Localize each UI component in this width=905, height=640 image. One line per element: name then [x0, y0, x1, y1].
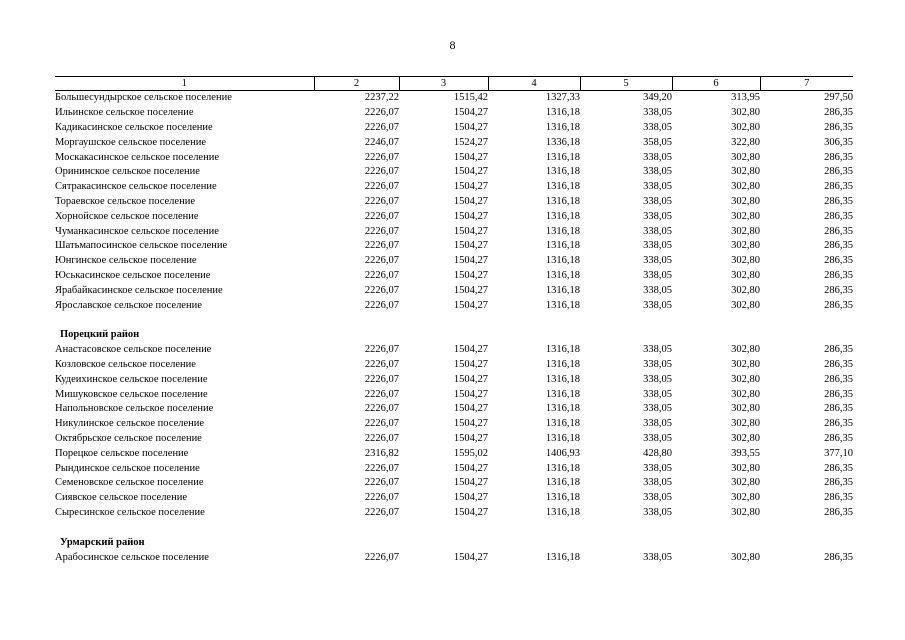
- value-cell-col-3: 1504,27: [453, 492, 488, 504]
- value-cell-col-6: 302,80: [731, 195, 760, 207]
- value-cell-col-4: 1316,18: [545, 344, 580, 356]
- value-cell-col-7: 306,35: [824, 136, 853, 148]
- settlement-name: Козловское сельское поселение: [55, 358, 196, 370]
- value-cell-col-5: 338,05: [643, 492, 672, 504]
- settlement-name: Сиявское сельское поселение: [55, 492, 187, 504]
- table-row: [55, 165, 853, 180]
- value-cell-col-5: 338,05: [643, 269, 672, 281]
- value-cell-col-4: 1316,18: [545, 403, 580, 415]
- value-cell-col-2: 2316,82: [364, 447, 399, 459]
- value-cell-col-7: 377,10: [824, 447, 853, 459]
- table-row: [55, 106, 853, 121]
- value-cell-col-5: 338,05: [643, 551, 672, 563]
- value-cell-col-7: 286,35: [824, 181, 853, 193]
- value-cell-col-6: 302,80: [731, 418, 760, 430]
- value-cell-col-7: 286,35: [824, 403, 853, 415]
- table-row: [55, 387, 853, 402]
- value-cell-col-6: 302,80: [731, 107, 760, 119]
- table-row: [55, 506, 853, 521]
- value-cell-col-4: 1316,18: [545, 240, 580, 252]
- value-cell-col-3: 1504,27: [453, 299, 488, 311]
- table-row: [55, 372, 853, 387]
- table-row: [55, 461, 853, 476]
- value-cell-col-2: 2226,07: [364, 418, 399, 430]
- value-cell-col-3: 1504,27: [453, 344, 488, 356]
- settlement-name: Рындинское сельское поселение: [55, 462, 200, 474]
- settlement-name: Ярославское сельское поселение: [55, 299, 202, 311]
- value-cell-col-7: 286,35: [824, 358, 853, 370]
- value-cell-col-6: 302,80: [731, 284, 760, 296]
- value-cell-col-4: 1316,18: [545, 299, 580, 311]
- value-cell-col-2: 2226,07: [364, 240, 399, 252]
- value-cell-col-4: 1316,18: [545, 225, 580, 237]
- settlement-name: Сыресинское сельское поселение: [55, 506, 205, 518]
- value-cell-col-2: 2226,07: [364, 195, 399, 207]
- column-header-7: 7: [760, 77, 853, 91]
- table-row: [55, 91, 853, 106]
- settlement-name: Юнгинское сельское поселение: [55, 255, 197, 267]
- value-cell-col-6: 302,80: [731, 462, 760, 474]
- district-heading-row: [55, 328, 853, 343]
- value-cell-col-7: 286,35: [824, 344, 853, 356]
- settlement-name: Тораевское сельское поселение: [55, 195, 195, 207]
- settlement-name: Мишуковское сельское поселение: [55, 388, 208, 400]
- value-cell-col-5: 338,05: [643, 403, 672, 415]
- settlement-name: Орининское сельское поселение: [55, 166, 200, 178]
- value-cell-col-2: 2226,07: [364, 477, 399, 489]
- value-cell-col-2: 2226,07: [364, 403, 399, 415]
- value-cell-col-6: 393,55: [731, 447, 760, 459]
- value-cell-col-2: 2246,07: [364, 136, 399, 148]
- settlement-name: Арабосинское сельское поселение: [55, 551, 209, 563]
- value-cell-col-5: 338,05: [643, 166, 672, 178]
- value-cell-col-5: 338,05: [643, 181, 672, 193]
- table-header: [55, 77, 853, 91]
- value-cell-col-5: 338,05: [643, 107, 672, 119]
- value-cell-col-4: 1316,18: [545, 210, 580, 222]
- value-cell-col-3: 1504,27: [453, 255, 488, 267]
- value-cell-col-5: 338,05: [643, 432, 672, 444]
- value-cell-col-7: 286,35: [824, 269, 853, 281]
- value-cell-col-7: 286,35: [824, 551, 853, 563]
- value-cell-col-7: 286,35: [824, 432, 853, 444]
- table-row: [55, 283, 853, 298]
- table-row: [55, 417, 853, 432]
- value-cell-col-5: 428,80: [643, 447, 672, 459]
- value-cell-col-2: 2226,07: [364, 284, 399, 296]
- value-cell-col-2: 2226,07: [364, 388, 399, 400]
- value-cell-col-3: 1504,27: [453, 551, 488, 563]
- table-body: [55, 91, 853, 565]
- value-cell-col-6: 302,80: [731, 492, 760, 504]
- table-row: [55, 491, 853, 506]
- value-cell-col-6: 302,80: [731, 432, 760, 444]
- value-cell-col-6: 302,80: [731, 403, 760, 415]
- settlement-name: Кадикасинское сельское поселение: [55, 121, 213, 133]
- value-cell-col-2: 2226,07: [364, 121, 399, 133]
- value-cell-col-4: 1316,18: [545, 195, 580, 207]
- value-cell-col-5: 338,05: [643, 388, 672, 400]
- value-cell-col-4: 1316,18: [545, 373, 580, 385]
- value-cell-col-3: 1504,27: [453, 151, 488, 163]
- settlement-name: Ильинское сельское поселение: [55, 107, 194, 119]
- tariff-table: [55, 76, 853, 565]
- value-cell-col-6: 302,80: [731, 210, 760, 222]
- district-heading: Урмарский район: [60, 536, 145, 548]
- settlement-name: Кудеихинское сельское поселение: [55, 373, 208, 385]
- settlement-name: Никулинское сельское поселение: [55, 418, 205, 430]
- value-cell-col-2: 2226,07: [364, 225, 399, 237]
- value-cell-col-3: 1504,27: [453, 358, 488, 370]
- value-cell-col-2: 2226,07: [364, 462, 399, 474]
- value-cell-col-3: 1504,27: [453, 506, 488, 518]
- value-cell-col-4: 1327,33: [545, 92, 580, 104]
- value-cell-col-4: 1316,18: [545, 551, 580, 563]
- value-cell-col-2: 2226,07: [364, 492, 399, 504]
- value-cell-col-6: 302,80: [731, 255, 760, 267]
- value-cell-col-2: 2226,07: [364, 107, 399, 119]
- value-cell-col-4: 1316,18: [545, 107, 580, 119]
- value-cell-col-5: 338,05: [643, 151, 672, 163]
- value-cell-col-5: 338,05: [643, 462, 672, 474]
- value-cell-col-4: 1316,18: [545, 388, 580, 400]
- settlement-name: Моргаушское сельское поселение: [55, 136, 206, 148]
- value-cell-col-4: 1316,18: [545, 269, 580, 281]
- table-row: [55, 432, 853, 447]
- section-spacer: [55, 313, 853, 328]
- settlement-name: Москакасинское сельское поселение: [55, 151, 219, 163]
- settlement-name: Порецкое сельское поселение: [55, 447, 189, 459]
- value-cell-col-5: 349,20: [643, 92, 672, 104]
- value-cell-col-7: 286,35: [824, 210, 853, 222]
- value-cell-col-5: 338,05: [643, 344, 672, 356]
- value-cell-col-4: 1316,18: [545, 121, 580, 133]
- value-cell-col-7: 286,35: [824, 418, 853, 430]
- value-cell-col-4: 1316,18: [545, 432, 580, 444]
- value-cell-col-3: 1504,27: [453, 240, 488, 252]
- value-cell-col-3: 1524,27: [453, 136, 488, 148]
- value-cell-col-6: 302,80: [731, 388, 760, 400]
- value-cell-col-2: 2226,07: [364, 151, 399, 163]
- value-cell-col-3: 1504,27: [453, 432, 488, 444]
- settlement-name: Сятракасинское сельское поселение: [55, 181, 217, 193]
- value-cell-col-4: 1316,18: [545, 477, 580, 489]
- column-header-6: 6: [672, 77, 760, 91]
- value-cell-col-6: 322,80: [731, 136, 760, 148]
- settlement-name: Шатьмапосинское сельское поселение: [55, 240, 228, 252]
- value-cell-col-6: 302,80: [731, 358, 760, 370]
- value-cell-col-7: 286,35: [824, 225, 853, 237]
- value-cell-col-4: 1316,18: [545, 284, 580, 296]
- settlement-name: Напольновское сельское поселение: [55, 403, 214, 415]
- settlement-name: Хорнойское сельское поселение: [55, 210, 199, 222]
- district-heading: Порецкий район: [60, 329, 140, 341]
- value-cell-col-6: 302,80: [731, 299, 760, 311]
- value-cell-col-4: 1316,18: [545, 506, 580, 518]
- value-cell-col-5: 338,05: [643, 284, 672, 296]
- table-row: [55, 150, 853, 165]
- value-cell-col-6: 302,80: [731, 121, 760, 133]
- value-cell-col-7: 286,35: [824, 462, 853, 474]
- table-row: [55, 476, 853, 491]
- value-cell-col-5: 338,05: [643, 477, 672, 489]
- column-header-4: 4: [488, 77, 580, 91]
- value-cell-col-6: 302,80: [731, 225, 760, 237]
- value-cell-col-4: 1406,93: [545, 447, 580, 459]
- value-cell-col-7: 286,35: [824, 299, 853, 311]
- value-cell-col-7: 286,35: [824, 255, 853, 267]
- column-header-3: 3: [399, 77, 488, 91]
- value-cell-col-5: 338,05: [643, 506, 672, 518]
- value-cell-col-2: 2237,22: [364, 92, 399, 104]
- value-cell-col-3: 1504,27: [453, 477, 488, 489]
- settlement-name: Семеновское сельское поселение: [55, 477, 204, 489]
- value-cell-col-6: 302,80: [731, 373, 760, 385]
- value-cell-col-2: 2226,07: [364, 432, 399, 444]
- value-cell-col-3: 1504,27: [453, 462, 488, 474]
- value-cell-col-3: 1504,27: [453, 225, 488, 237]
- page-number: 8: [449, 38, 456, 52]
- value-cell-col-2: 2226,07: [364, 344, 399, 356]
- value-cell-col-3: 1595,02: [453, 447, 488, 459]
- table-row: [55, 135, 853, 150]
- table-row: [55, 358, 853, 373]
- value-cell-col-5: 358,05: [643, 136, 672, 148]
- value-cell-col-3: 1504,27: [453, 195, 488, 207]
- value-cell-col-2: 2226,07: [364, 506, 399, 518]
- value-cell-col-6: 302,80: [731, 269, 760, 281]
- column-header-2: 2: [314, 77, 399, 91]
- value-cell-col-4: 1316,18: [545, 492, 580, 504]
- value-cell-col-6: 302,80: [731, 344, 760, 356]
- value-cell-col-6: 302,80: [731, 151, 760, 163]
- value-cell-col-3: 1504,27: [453, 121, 488, 133]
- value-cell-col-4: 1336,18: [545, 136, 580, 148]
- value-cell-col-6: 313,95: [731, 92, 760, 104]
- value-cell-col-6: 302,80: [731, 477, 760, 489]
- settlement-name: Ярабайкасинское сельское поселение: [55, 284, 223, 296]
- value-cell-col-2: 2226,07: [364, 269, 399, 281]
- column-header-5: 5: [580, 77, 672, 91]
- value-cell-col-5: 338,05: [643, 121, 672, 133]
- value-cell-col-3: 1504,27: [453, 181, 488, 193]
- table-row: [55, 239, 853, 254]
- value-cell-col-2: 2226,07: [364, 255, 399, 267]
- table-row: [55, 298, 853, 313]
- value-cell-col-7: 286,35: [824, 151, 853, 163]
- value-cell-col-3: 1504,27: [453, 403, 488, 415]
- table-row: [55, 269, 853, 284]
- value-cell-col-5: 338,05: [643, 299, 672, 311]
- table-row: [55, 254, 853, 269]
- value-cell-col-4: 1316,18: [545, 151, 580, 163]
- value-cell-col-3: 1515,42: [453, 92, 488, 104]
- value-cell-col-7: 286,35: [824, 388, 853, 400]
- value-cell-col-7: 286,35: [824, 107, 853, 119]
- value-cell-col-2: 2226,07: [364, 551, 399, 563]
- value-cell-col-4: 1316,18: [545, 462, 580, 474]
- value-cell-col-2: 2226,07: [364, 210, 399, 222]
- settlement-name: Большесундырское сельское поселение: [55, 92, 232, 104]
- value-cell-col-5: 338,05: [643, 373, 672, 385]
- value-cell-col-7: 286,35: [824, 240, 853, 252]
- value-cell-col-5: 338,05: [643, 195, 672, 207]
- value-cell-col-7: 286,35: [824, 492, 853, 504]
- value-cell-col-7: 286,35: [824, 121, 853, 133]
- table-row: [55, 402, 853, 417]
- value-cell-col-6: 302,80: [731, 506, 760, 518]
- value-cell-col-6: 302,80: [731, 181, 760, 193]
- table-row: [55, 224, 853, 239]
- value-cell-col-6: 302,80: [731, 551, 760, 563]
- settlement-name: Юськасинское сельское поселение: [55, 269, 211, 281]
- table-row: [55, 550, 853, 565]
- value-cell-col-7: 286,35: [824, 166, 853, 178]
- value-cell-col-3: 1504,27: [453, 166, 488, 178]
- value-cell-col-3: 1504,27: [453, 269, 488, 281]
- value-cell-col-3: 1504,27: [453, 210, 488, 222]
- column-header-1: 1: [55, 77, 314, 91]
- value-cell-col-5: 338,05: [643, 240, 672, 252]
- value-cell-col-7: 286,35: [824, 506, 853, 518]
- value-cell-col-7: 286,35: [824, 195, 853, 207]
- value-cell-col-7: 286,35: [824, 373, 853, 385]
- section-spacer: [55, 520, 853, 535]
- value-cell-col-7: 297,50: [824, 92, 853, 104]
- value-cell-col-3: 1504,27: [453, 284, 488, 296]
- value-cell-col-5: 338,05: [643, 358, 672, 370]
- table-row: [55, 121, 853, 136]
- value-cell-col-3: 1504,27: [453, 373, 488, 385]
- settlement-name: Анастасовское сельское поселение: [55, 344, 212, 356]
- table-row: [55, 209, 853, 224]
- value-cell-col-4: 1316,18: [545, 255, 580, 267]
- value-cell-col-3: 1504,27: [453, 418, 488, 430]
- value-cell-col-5: 338,05: [643, 418, 672, 430]
- value-cell-col-7: 286,35: [824, 284, 853, 296]
- value-cell-col-5: 338,05: [643, 210, 672, 222]
- district-heading-row: [55, 535, 853, 550]
- value-cell-col-3: 1504,27: [453, 388, 488, 400]
- value-cell-col-5: 338,05: [643, 255, 672, 267]
- value-cell-col-2: 2226,07: [364, 373, 399, 385]
- value-cell-col-2: 2226,07: [364, 299, 399, 311]
- table-row: [55, 180, 853, 195]
- value-cell-col-3: 1504,27: [453, 107, 488, 119]
- value-cell-col-4: 1316,18: [545, 418, 580, 430]
- value-cell-col-6: 302,80: [731, 166, 760, 178]
- value-cell-col-2: 2226,07: [364, 181, 399, 193]
- value-cell-col-7: 286,35: [824, 477, 853, 489]
- value-cell-col-5: 338,05: [643, 225, 672, 237]
- table-row: [55, 343, 853, 358]
- value-cell-col-4: 1316,18: [545, 181, 580, 193]
- settlement-name: Октябрьское сельское поселение: [55, 432, 202, 444]
- value-cell-col-4: 1316,18: [545, 166, 580, 178]
- table-row: [55, 446, 853, 461]
- table-row: [55, 195, 853, 210]
- column-number-row: [55, 77, 853, 91]
- value-cell-col-2: 2226,07: [364, 358, 399, 370]
- value-cell-col-6: 302,80: [731, 240, 760, 252]
- settlement-name: Чуманкасинское сельское поселение: [55, 225, 219, 237]
- value-cell-col-4: 1316,18: [545, 358, 580, 370]
- value-cell-col-2: 2226,07: [364, 166, 399, 178]
